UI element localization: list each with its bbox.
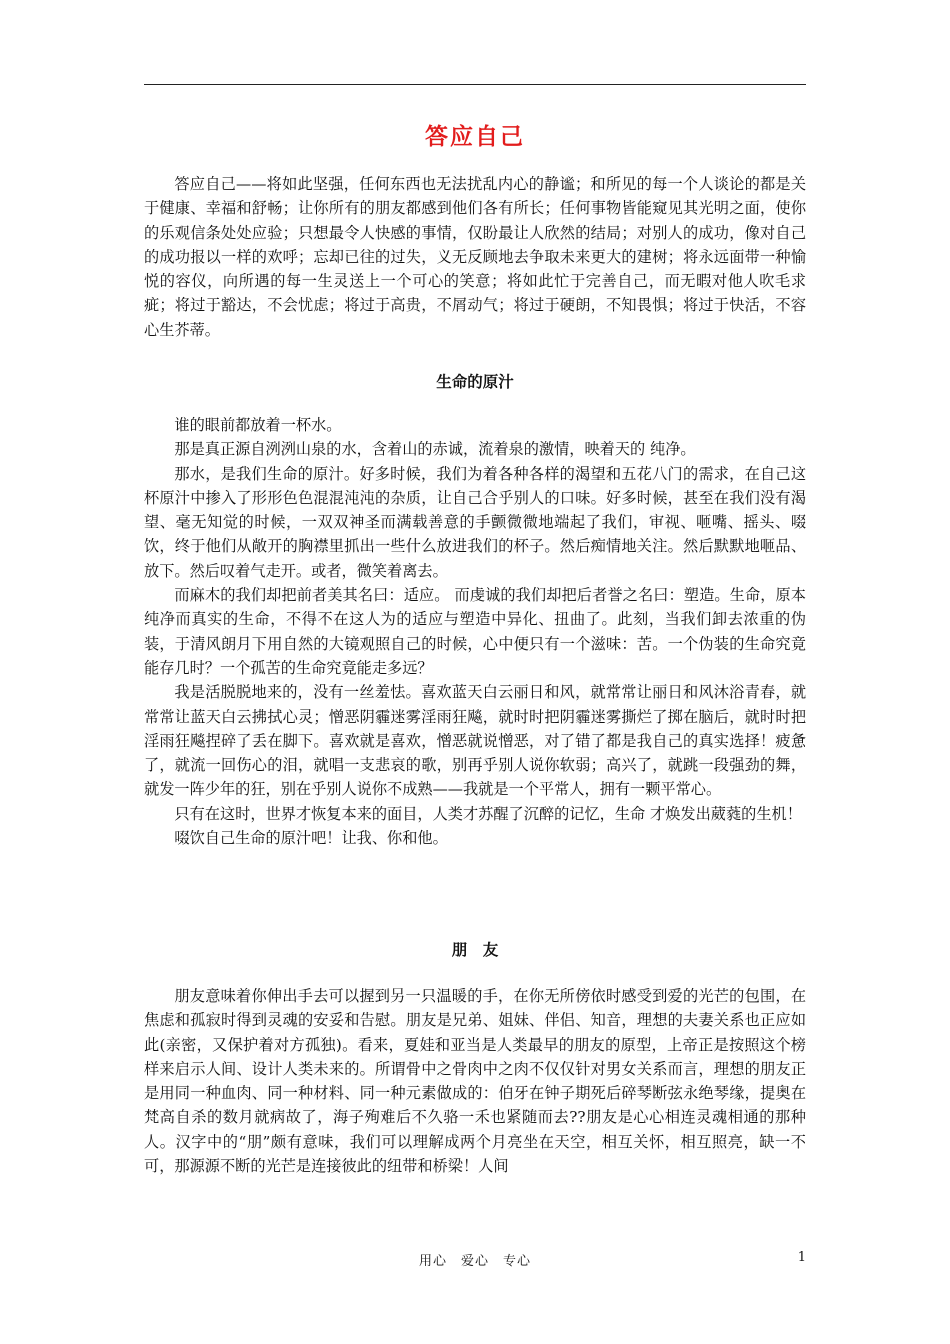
paragraph: 答应自己——将如此坚强，任何东西也无法扰乱内心的静谧；和所见的每一个人谈论的都是关于健康、幸福和舒畅；让你所有的朋友都感到他们各有所长；任何事物皆能窥见其光明之面，使你的乐观信条处处应验；只想最令人快感的事情，仅盼最让人欣然的结局；对别人的成功，像对自己的成功报以一样的欢呼；忘却已往的过失，义无反顾地去争取未来更大的建树；将永远面带一种愉悦的容仪，向所遇的每一生灵送上一个可心的笑意；将如此忙于完善自己，而无暇对他人吹毛求疵；将过于豁达，不会忧虑；将过于高贵，不屑动气；将过于硬朗，不知畏惧；将过于快活，不容心生芥蒂。	[144, 175, 806, 339]
page-title: 答应自己	[425, 124, 525, 150]
section-body	[144, 984, 806, 1178]
paragraph: 啜饮自己生命的原汁吧！让我、你和他。	[174, 829, 448, 848]
section-life-juice	[144, 370, 806, 850]
paragraph: 而麻木的我们却把前者美其名曰：适应。 而虔诚的我们却把后者誉之名曰：塑造。生命，原本纯净而真实的生命，不得不在这人为的适应与塑造中异化、扭曲了。此刻，当我们卸去浓重的伪装，于清风朗月下用自然的大镜观照自己的时候，心中便只有一个滋味：苦。一个伪装的生命究竟能存几时？一个孤苦的生命究竟能走多远？	[144, 586, 806, 677]
section-heading: 生命的原汁	[436, 373, 514, 391]
paragraph: 谁的眼前都放着一杯水。	[174, 416, 342, 434]
footer-slogan: 用心 爱心 专心	[418, 1254, 531, 1269]
header-rule	[144, 84, 806, 85]
page-number: 1	[797, 1250, 806, 1265]
section-heading: 朋 友	[451, 941, 499, 959]
paragraph: 我是活脱脱地来的，没有一丝羞怯。喜欢蓝天白云丽日和风，就常常让丽日和风沐浴青春，就常常让蓝天白云拂拭心灵；憎恶阴霾迷雾淫雨狂飚，就时时把阴霾迷雾撕烂了掷在脑后，就时时把淫雨狂飚捏碎了丢在脚下。喜欢就是喜欢，憎恶就说憎恶，对了错了都是我自己的真实选择！疲惫了，就流一回伤心的泪，就唱一支悲哀的歌，别再乎别人说你软弱；高兴了，就跳一段强劲的舞，就发一阵少年的狂，别在乎别人说你不成熟——我就是一个平常人，拥有一颗平常心。	[144, 683, 806, 799]
section-intro	[144, 172, 806, 342]
section-friends	[144, 938, 806, 1178]
paragraph: 朋友意味着你伸出手去可以握到另一只温暖的手，在你无所傍依时感受到爱的光芒的包围，在焦虑和孤寂时得到灵魂的安妥和告慰。朋友是兄弟、姐妹、伴侣、知音，理想的夫妻关系也正应如此(亲密，又保护着对方孤独)。看来，夏娃和亚当是人类最早的朋友的原型，上帝正是按照这个榜样来启示人间、设计人类未来的。所谓骨中之骨肉中之肉不仅仅针对男女关系而言，理想的朋友正是用同一种血肉、同一种材料、同一种元素做成的：伯牙在钟子期死后碎琴断弦永绝琴缘，提奥在梵高自杀的数月就病故了，海子殉难后不久骆一禾也紧随而去??朋友是心心相连灵魂相通的那种人。汉字中的“朋”颇有意味，我们可以理解成两个月亮坐在天空，相互关怀，相互照亮，缺一不可，那源源不断的光芒是连接彼此的纽带和桥梁！人间	[144, 987, 806, 1176]
paragraph: 只有在这时，世界才恢复本来的面目，人类才苏醒了沉醉的记忆，生命 才焕发出葳蕤的生机！	[174, 804, 802, 823]
paragraph: 那水，是我们生命的原汁。好多时候，我们为着各种各样的渴望和五花八门的需求，在自己这杯原汁中掺入了形形色色混混沌沌的杂质，让自己合乎别人的口味。好多时候，甚至在我们没有渴望、毫无知觉的时候，一双双神圣而满载善意的手颤微微地端起了我们，审视、咂嘴、摇头、啜饮，终于他们从敞开的胸襟里抓出一些什么放进我们的杯子。然后痴情地关注。然后默默地咂品、放下。然后叹着气走开。或者，微笑着离去。	[144, 464, 806, 580]
paragraph: 那是真正源自洌洌山泉的水，含着山的赤诚，流着泉的激情，映着天的 纯净。	[174, 440, 696, 459]
section-body	[144, 413, 806, 850]
